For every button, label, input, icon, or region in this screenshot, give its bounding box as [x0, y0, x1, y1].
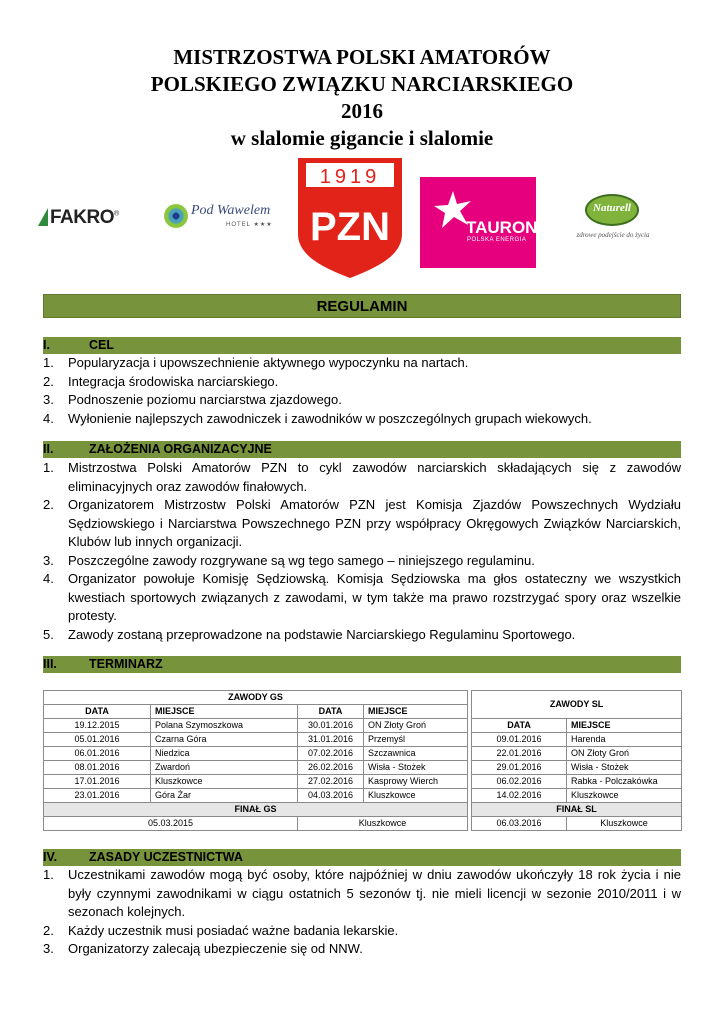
- section-zalozenia-header: [43, 441, 681, 458]
- list-item: 2. Integracja środowiska narciarskiego.: [43, 373, 279, 389]
- section-number: II.: [43, 442, 54, 456]
- final-sl-label: FINAŁ SL: [472, 803, 682, 817]
- col-header-date: DATA: [298, 705, 364, 719]
- title-line-4: w slalomie gigancie i slalomie: [230, 126, 494, 150]
- fakro-logo: [38, 207, 140, 229]
- tauron-name: TAURON: [466, 218, 538, 237]
- pzn-letters: PZN: [310, 205, 390, 249]
- col-header-place: MIEJSCE: [151, 705, 298, 719]
- section-terminarz-header: [43, 656, 681, 673]
- section-label: CEL: [89, 338, 114, 352]
- list-item: 1. Uczestnikami zawodów mogą być osoby, które najpóźniej w dniu zawodów ukończyły 18 rok życia i nie były czynnymi zawodnikami w ciągu ostatnich 5 sezonów tj. nie mieli licencji w sezonie 2010/2011 i w sezonach kolejnych.: [43, 867, 681, 919]
- gs-title: ZAWODY GS: [44, 691, 468, 705]
- hotel-name: Pod Wawelem: [191, 203, 271, 218]
- title-line-3: 2016: [341, 99, 383, 123]
- fakro-mark-icon: [38, 208, 48, 226]
- sl-title: ZAWODY SL: [472, 691, 682, 719]
- table-row: [44, 803, 682, 817]
- table-row: 08.01.2016 Zwardoń 26.02.2016 Wisła - Stożek 29.01.2016 Wisła - Stożek: [44, 761, 682, 775]
- naturell-tagline: zdrowe podejście do życia: [576, 231, 650, 239]
- list-item: 3. Podnoszenie poziomu narciarstwa zjazdowego.: [43, 392, 342, 407]
- hotel-label: HOTEL ★★★: [226, 222, 273, 228]
- title-line-1: MISTRZOSTWA POLSKI AMATORÓW: [173, 45, 551, 69]
- list-item: 1. Popularyzacja i upowszechnienie aktywnego wypoczynku na nartach.: [43, 355, 469, 370]
- list-item: 4. Organizator powołuje Komisję Sędziowską. Komisja Sędziowska ma głos ostateczny we wszystkich kwestiach sportowych związanych z zawodami, w tym także ma prawo rozstrzygać spory oraz wszelkie protesty.: [43, 571, 681, 623]
- list-item: 1. Mistrzostwa Polski Amatorów PZN to cykl zawodów narciarskich składających się z zawodów eliminacyjnych oraz zawodów finałowych.: [43, 460, 681, 494]
- col-header-place: MIEJSCE: [364, 705, 468, 719]
- section-number: I.: [43, 338, 50, 352]
- title-line-2: POLSKIEGO ZWIĄZKU NARCIARSKIEGO: [150, 72, 574, 96]
- final-sl-date: 06.03.2016: [472, 817, 567, 831]
- table-row: 05.01.2016 Czarna Góra 31.01.2016 Przemyśl 09.01.2016 Harenda: [44, 733, 682, 747]
- section-cel-list: [43, 354, 681, 428]
- final-sl-place: Kluszkowce: [567, 817, 682, 831]
- list-item: 2. Każdy uczestnik musi posiadać ważne badania lekarskie.: [43, 922, 399, 938]
- section-zalozenia-list: [43, 459, 681, 644]
- document-title: [0, 44, 724, 152]
- peacock-feather-icon: [164, 204, 188, 228]
- naturell-logo: [563, 194, 663, 242]
- section-number: III.: [43, 657, 57, 671]
- table-row: 23.01.2016 Góra Żar 04.03.2016 Kluszkowce 14.02.2016 Kluszkowce: [44, 789, 682, 803]
- col-header-date: DATA: [44, 705, 151, 719]
- pzn-year: 1919: [319, 166, 381, 188]
- list-item: 4. Wyłonienie najlepszych zawodniczek i zawodników w poszczególnych grupach wiekowych.: [43, 410, 592, 426]
- table-row: [44, 817, 682, 831]
- col-header-date: DATA: [472, 719, 567, 733]
- fakro-logo-text: FAKRO®: [50, 207, 119, 228]
- section-label: ZAŁOŻENIA ORGANIZACYJNE: [89, 442, 272, 456]
- pzn-shield-icon: [296, 156, 404, 280]
- list-item: 3. Organizatorzy zalecają ubezpieczenie się od NNW.: [43, 941, 363, 956]
- final-gs-label: FINAŁ GS: [44, 803, 468, 817]
- list-item: 2. Organizatorem Mistrzostw Polski Amatorów PZN jest Komisja Zjazdów Powszechnych Wydziału Sędziowskiego i Narciarstwa Powszechnego PZN przy współpracy Okręgowych Związków Narciarskich, Klubów lub innych organizacji.: [43, 497, 681, 549]
- final-gs-date: 05.03.2015: [44, 817, 298, 831]
- list-item: 3. Poszczególne zawody rozgrywane są wg tego samego – niniejszego regulaminu.: [43, 552, 535, 568]
- naturell-badge-icon: [585, 194, 639, 226]
- regulamin-banner: REGULAMIN: [43, 294, 681, 318]
- list-item: 5. Zawody zostaną przeprowadzone na podstawie Narciarskiego Regulaminu Sportowego.: [43, 626, 576, 642]
- pzn-logo: [296, 156, 404, 280]
- table-row: 06.01.2016 Niedzica 07.02.2016 Szczawnica 22.01.2016 ON Złoty Groń: [44, 747, 682, 761]
- section-label: TERMINARZ: [89, 657, 163, 671]
- table-row: 19.12.2015 Polana Szymoszkowa 30.01.2016 ON Złoty Groń DATA MIEJSCE: [44, 719, 682, 733]
- naturell-name: Naturell: [593, 202, 631, 214]
- tauron-subtitle: POLSKA ENERGIA: [467, 237, 527, 243]
- table-row: 17.01.2016 Kluszkowce 27.02.2016 Kasprowy Wierch 06.02.2016 Rabka - Polczakówka: [44, 775, 682, 789]
- pod-wawelem-hotel-logo: [164, 200, 273, 236]
- section-zasady-list: [43, 866, 681, 959]
- section-number: IV.: [43, 850, 58, 864]
- section-cel-header: [43, 337, 681, 354]
- section-zasady-header: [43, 849, 681, 866]
- col-header-place: MIEJSCE: [567, 719, 682, 733]
- tauron-logo: [420, 177, 536, 268]
- section-label: ZASADY UCZESTNICTWA: [89, 850, 243, 864]
- final-gs-place: Kluszkowce: [298, 817, 468, 831]
- schedule-table: [43, 690, 682, 831]
